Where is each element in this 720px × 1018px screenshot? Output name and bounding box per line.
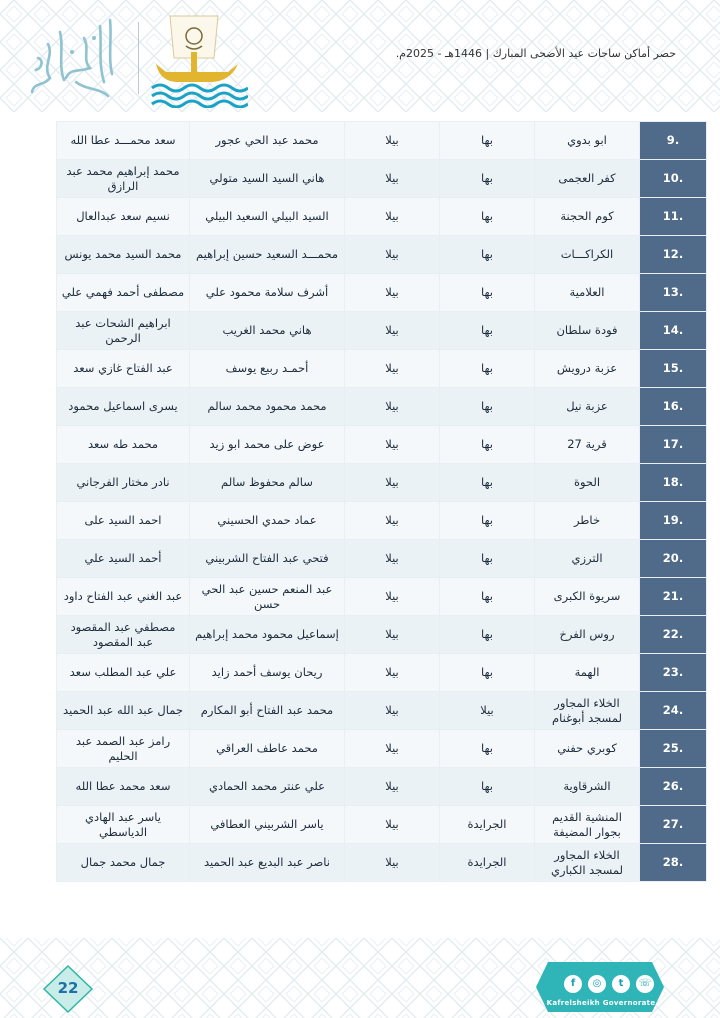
header-divider bbox=[138, 22, 139, 94]
row-number-cell: .9 bbox=[640, 122, 707, 160]
whatsapp-icon[interactable]: ☏ bbox=[636, 975, 654, 993]
khatib-cell: علي عبد المطلب سعد bbox=[57, 654, 190, 692]
row-number-cell: .15 bbox=[640, 350, 707, 388]
location-cell: كوم الحجنة bbox=[535, 198, 640, 236]
khatib-cell: عبد الفتاح غازي سعد bbox=[57, 350, 190, 388]
location-cell: سريوة الكبرى bbox=[535, 578, 640, 616]
row-number-cell: .22 bbox=[640, 616, 707, 654]
row-number-cell: .21 bbox=[640, 578, 707, 616]
row-number-cell: .28 bbox=[640, 844, 707, 882]
location-cell: الهمة bbox=[535, 654, 640, 692]
imam-cell: عوض على محمد ابو زيد bbox=[190, 426, 345, 464]
location-cell: عزبة نيل bbox=[535, 388, 640, 426]
khatib-cell: ابراهيم الشحات عبد الرحمن bbox=[57, 312, 190, 350]
area-cell: بها bbox=[440, 730, 535, 768]
district-cell: بيلا bbox=[345, 388, 440, 426]
imam-cell: ريحان يوسف أحمد زايد bbox=[190, 654, 345, 692]
row-number-cell: .26 bbox=[640, 768, 707, 806]
imam-cell: محمد عبد الفتاح أبو المكارم bbox=[190, 692, 345, 730]
location-cell: المنشية القديم بجوار المضيفة bbox=[535, 806, 640, 844]
area-cell: الجرايدة bbox=[440, 844, 535, 882]
row-number-cell: .11 bbox=[640, 198, 707, 236]
imam-cell: هاني السيد السيد متولي bbox=[190, 160, 345, 198]
location-cell: الكراكـــات bbox=[535, 236, 640, 274]
twitter-icon[interactable]: t bbox=[612, 975, 630, 993]
imam-cell: السيد البيلي السعيد البيلي bbox=[190, 198, 345, 236]
district-cell: بيلا bbox=[345, 236, 440, 274]
row-number-cell: .18 bbox=[640, 464, 707, 502]
governorate-emblem bbox=[148, 12, 248, 108]
district-cell: بيلا bbox=[345, 616, 440, 654]
table-row bbox=[57, 730, 707, 768]
table-row bbox=[57, 160, 707, 198]
table-row bbox=[57, 502, 707, 540]
table-row bbox=[57, 236, 707, 274]
district-cell: بيلا bbox=[345, 502, 440, 540]
location-cell: الخلاء المجاور لمسجد الكباري bbox=[535, 844, 640, 882]
district-cell: بيلا bbox=[345, 578, 440, 616]
imam-cell: إسماعيل محمود محمد إبراهيم bbox=[190, 616, 345, 654]
row-number-cell: .24 bbox=[640, 692, 707, 730]
imam-cell: محمـــد السعيد حسين إبراهيم bbox=[190, 236, 345, 274]
khatib-cell: محمد السيد محمد يونس bbox=[57, 236, 190, 274]
khatib-cell: سعد محمـــد عطا الله bbox=[57, 122, 190, 160]
district-cell: بيلا bbox=[345, 274, 440, 312]
area-cell: بها bbox=[440, 502, 535, 540]
row-number-cell: .12 bbox=[640, 236, 707, 274]
area-cell: بيلا bbox=[440, 692, 535, 730]
eid-calligraphy-logo bbox=[20, 8, 128, 108]
area-cell: الجرايدة bbox=[440, 806, 535, 844]
table-row bbox=[57, 388, 707, 426]
district-cell: بيلا bbox=[345, 160, 440, 198]
imam-cell: ياسر الشربيني العطافي bbox=[190, 806, 345, 844]
district-cell: بيلا bbox=[345, 654, 440, 692]
location-cell: خاطر bbox=[535, 502, 640, 540]
imam-cell: علي عنتر محمد الحمادي bbox=[190, 768, 345, 806]
area-cell: بها bbox=[440, 426, 535, 464]
table-row bbox=[57, 844, 707, 882]
district-cell: بيلا bbox=[345, 844, 440, 882]
area-cell: بها bbox=[440, 350, 535, 388]
imam-cell: محمد عاطف العراقي bbox=[190, 730, 345, 768]
table-row bbox=[57, 654, 707, 692]
area-cell: بها bbox=[440, 160, 535, 198]
district-cell: بيلا bbox=[345, 692, 440, 730]
row-number-cell: .13 bbox=[640, 274, 707, 312]
imam-cell: هاني محمد الغريب bbox=[190, 312, 345, 350]
footer-org-label: Kafrelsheikh Governorate bbox=[546, 999, 656, 1007]
imam-cell: ناصر عبد البديع عبد الحميد bbox=[190, 844, 345, 882]
imam-cell: أحمـد ربيع يوسف bbox=[190, 350, 345, 388]
area-cell: بها bbox=[440, 388, 535, 426]
area-cell: بها bbox=[440, 616, 535, 654]
facebook-icon[interactable]: f bbox=[564, 975, 582, 993]
row-number-cell: .17 bbox=[640, 426, 707, 464]
district-cell: بيلا bbox=[345, 350, 440, 388]
khatib-cell: نادر مختار الفرجاني bbox=[57, 464, 190, 502]
area-cell: بها bbox=[440, 464, 535, 502]
row-number-cell: .27 bbox=[640, 806, 707, 844]
location-cell: الخلاء المجاور لمسجد أبوغنام bbox=[535, 692, 640, 730]
table-row bbox=[57, 540, 707, 578]
location-cell: قرية 27 bbox=[535, 426, 640, 464]
district-cell: بيلا bbox=[345, 768, 440, 806]
khatib-cell: أحمد السيد علي bbox=[57, 540, 190, 578]
location-cell: عزبة درويش bbox=[535, 350, 640, 388]
area-cell: بها bbox=[440, 198, 535, 236]
khatib-cell: سعد محمد عطا الله bbox=[57, 768, 190, 806]
district-cell: بيلا bbox=[345, 198, 440, 236]
location-cell: كفر العجمى bbox=[535, 160, 640, 198]
location-cell: الشرقاوية bbox=[535, 768, 640, 806]
location-cell: الحوة bbox=[535, 464, 640, 502]
district-cell: بيلا bbox=[345, 464, 440, 502]
table-row bbox=[57, 578, 707, 616]
table-row bbox=[57, 768, 707, 806]
imam-cell: فتحي عبد الفتاح الشربيني bbox=[190, 540, 345, 578]
khatib-cell: رامز عبد الصمد عبد الحليم bbox=[57, 730, 190, 768]
location-cell: روس الفرخ bbox=[535, 616, 640, 654]
table-row bbox=[57, 692, 707, 730]
row-number-cell: .23 bbox=[640, 654, 707, 692]
imam-cell: أشرف سلامة محمود علي bbox=[190, 274, 345, 312]
row-number-cell: .20 bbox=[640, 540, 707, 578]
khatib-cell: ياسر عبد الهادي الدياسطي bbox=[57, 806, 190, 844]
imam-cell: محمد محمود محمد سالم bbox=[190, 388, 345, 426]
table-row bbox=[57, 426, 707, 464]
table-row bbox=[57, 312, 707, 350]
location-cell: العلامية bbox=[535, 274, 640, 312]
prayer-grounds-table bbox=[56, 121, 684, 882]
area-cell: بها bbox=[440, 236, 535, 274]
row-number-cell: .10 bbox=[640, 160, 707, 198]
area-cell: بها bbox=[440, 274, 535, 312]
area-cell: بها bbox=[440, 312, 535, 350]
table-row bbox=[57, 806, 707, 844]
khatib-cell: محمد إبراهيم محمد عبد الرازق bbox=[57, 160, 190, 198]
table-row bbox=[57, 122, 707, 160]
imam-cell: عبد المنعم حسين عبد الحي حسن bbox=[190, 578, 345, 616]
location-cell: فودة سلطان bbox=[535, 312, 640, 350]
district-cell: بيلا bbox=[345, 806, 440, 844]
khatib-cell: نسيم سعد عبدالعال bbox=[57, 198, 190, 236]
row-number-cell: .25 bbox=[640, 730, 707, 768]
location-cell: ابو بدوي bbox=[535, 122, 640, 160]
khatib-cell: جمال محمد جمال bbox=[57, 844, 190, 882]
row-number-cell: .14 bbox=[640, 312, 707, 350]
table-row bbox=[57, 616, 707, 654]
district-cell: بيلا bbox=[345, 426, 440, 464]
row-number-cell: .19 bbox=[640, 502, 707, 540]
page-header-title: حصر أماكن ساحات عيد الأضحى المبارك | 1446هـ - 2025م. bbox=[395, 47, 676, 60]
area-cell: بها bbox=[440, 122, 535, 160]
table-row bbox=[57, 350, 707, 388]
row-number-cell: .16 bbox=[640, 388, 707, 426]
imam-cell: سالم محفوظ سالم bbox=[190, 464, 345, 502]
location-cell: كوبري حفني bbox=[535, 730, 640, 768]
khatib-cell: محمد طه سعد bbox=[57, 426, 190, 464]
table-row bbox=[57, 198, 707, 236]
district-cell: بيلا bbox=[345, 312, 440, 350]
area-cell: بها bbox=[440, 578, 535, 616]
khatib-cell: يسرى اسماعيل محمود bbox=[57, 388, 190, 426]
khatib-cell: مصطفي عبد المقصود عبد المقصود bbox=[57, 616, 190, 654]
imam-cell: محمد عبد الحي عجور bbox=[190, 122, 345, 160]
table-row bbox=[57, 274, 707, 312]
page-number: 22 bbox=[57, 979, 79, 997]
imam-cell: عماد حمدي الحسيني bbox=[190, 502, 345, 540]
khatib-cell: مصطفى أحمد فهمي علي bbox=[57, 274, 190, 312]
area-cell: بها bbox=[440, 654, 535, 692]
khatib-cell: احمد السيد على bbox=[57, 502, 190, 540]
instagram-icon[interactable]: ◎ bbox=[588, 975, 606, 993]
area-cell: بها bbox=[440, 768, 535, 806]
district-cell: بيلا bbox=[345, 122, 440, 160]
table-row bbox=[57, 464, 707, 502]
district-cell: بيلا bbox=[345, 540, 440, 578]
area-cell: بها bbox=[440, 540, 535, 578]
khatib-cell: عبد الغني عبد الفتاح داود bbox=[57, 578, 190, 616]
khatib-cell: جمال عبد الله عبد الحميد bbox=[57, 692, 190, 730]
district-cell: بيلا bbox=[345, 730, 440, 768]
location-cell: الترزي bbox=[535, 540, 640, 578]
